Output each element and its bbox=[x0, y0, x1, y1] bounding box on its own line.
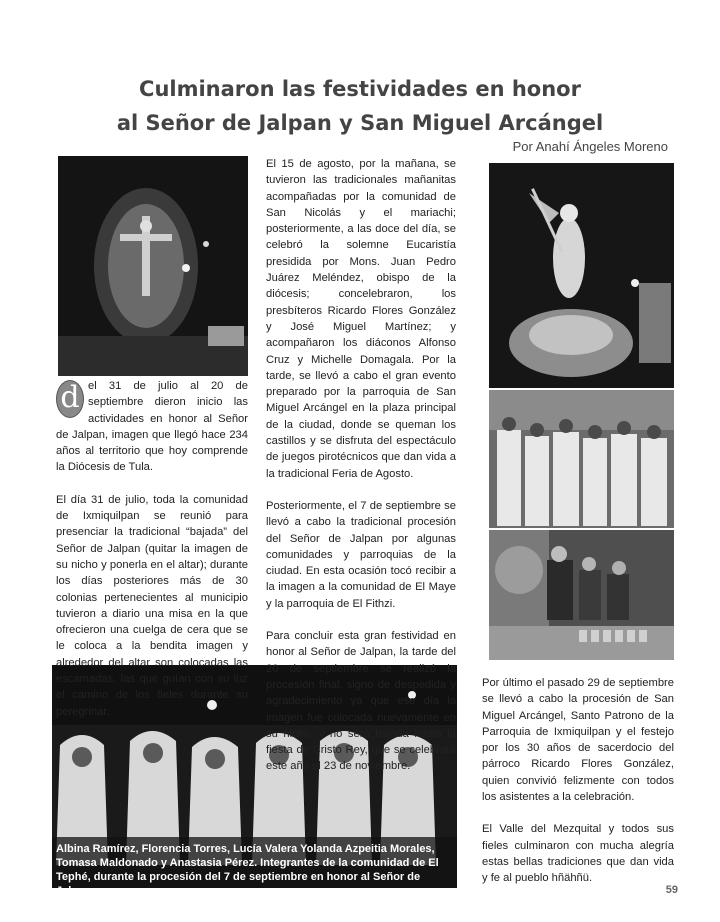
photo-caption: Albina Ramírez, Florencia Torres, Lucía Valera Yolanda Azpeitia Morales, Tomasa Maldonado y Anastasia Pérez. Integrantes de la comunidad de El Tephé, durante la procesión del 7 de septiembre en honor al Señor de Jalpan bbox=[56, 843, 439, 897]
title-line-1: Culminaron las festividades en honor bbox=[139, 77, 581, 101]
col3-paragraph-1: Por último el pasado 29 de septiembre se llevó a cabo la procesión de San Miguel Arcángel, Santo Patrono de la Parroquia de Ixmiquilpan y el festejo por los 30 años de sacerdocio del párroco Ricardo Flores González, quien convivió felizmente con todos los asistentes a la celebración. bbox=[482, 677, 674, 804]
author-byline: Por Anahí Ángeles Moreno bbox=[512, 139, 668, 154]
col1-paragraph-1 bbox=[56, 378, 248, 476]
column-2 bbox=[266, 156, 456, 791]
col1-paragraph-1-text: el 31 de julio al 20 de septiembre dieron inicio las actividades en honor al Señor de Jalpan, imagen que llegó hace 234 años al territorio que hoy comprende la Diócesis de Tula. bbox=[56, 380, 248, 474]
photo-clergy-group bbox=[489, 390, 674, 528]
column-3 bbox=[482, 675, 674, 903]
photo-san-miguel-arcangel bbox=[489, 163, 674, 388]
dropcap-letter: d bbox=[56, 380, 84, 418]
col1-paragraph-2: El día 31 de julio, toda la comunidad de Ixmiquilpan se reunió para presenciar la tradicional “bajada” del Señor de Jalpan (quitar la imagen de su nicho y ponerla en el altar); durante los días posteriores más de 30 colonias pertenecientes al municipio tuvieron a diario una misa en la que ofrecieron una cuelga de cera que se le coloca a la bendita imagen y alrededor del altar son colocadas las escamadas, las que guían con su luz el camino de los fieles durante su peregrinar. bbox=[56, 493, 248, 718]
col3-paragraph-2: El Valle del Mezquital y todos sus fieles culminaron con mucha alegría estas bellas tradiciones que dan vida y fe al pueblo hñähñü. bbox=[482, 823, 674, 885]
photo-celebration-image bbox=[489, 530, 674, 660]
photo-senor-de-jalpan-image bbox=[58, 156, 248, 376]
page-number: 59 bbox=[665, 884, 678, 896]
title-line-2: al Señor de Jalpan y San Miguel Arcángel bbox=[116, 111, 604, 135]
photo-senor-de-jalpan bbox=[58, 156, 248, 376]
article-title bbox=[0, 72, 720, 140]
photo-san-miguel-image bbox=[489, 163, 674, 388]
col2-paragraph-3: Para concluir esta gran festividad en honor al Señor de Jalpan, la tarde del 20 de septiembre se realizó la procesión final, signo de despedida y agradecimiento ya que ese día la imagen fue colocada nuevamente en su nicho, y no será bajada hasta la fiesta de Cristo Rey, que se celebrará este año el 23 de noviembre. bbox=[266, 630, 456, 773]
column-1 bbox=[56, 378, 248, 736]
col2-paragraph-2: Posteriormente, el 7 de septiembre se llevó a cabo la tradicional procesión del Señor de Jalpan por algunas comunidades y parroquias de la ciudad. En esta ocasión tocó recibir a la imagen a la comunidad de El Maye y la parroquia de El Fithzi. bbox=[266, 499, 456, 610]
col2-paragraph-1: El 15 de agosto, por la mañana, se tuvieron las tradicionales mañanitas acompañadas por la comunidad de San Nicolás y el mariachi; posteriormente, a las doce del día, se celebró la solemne Eucaristía presidida por Mons. Juan Pedro Juárez Meléndez, obispo de la diócesis; concelebraron, los presbíteros Ricardo Flores González y José Miguel Martínez; y acompañaron los diáconos Alfonso Cruz y Michelle Domagala. Por la tarde, se llevó a cabo el gran evento preparado por la parroquia de San Miguel Arcángel en la plaza principal de la ciudad, donde se queman los castillos y se disfruta del espectáculo de juegos pirotécnicos que dan vida a la tradicional Feria de Agosto. bbox=[266, 158, 456, 480]
photo-celebration bbox=[489, 530, 674, 660]
photo-clergy-image bbox=[489, 390, 674, 528]
